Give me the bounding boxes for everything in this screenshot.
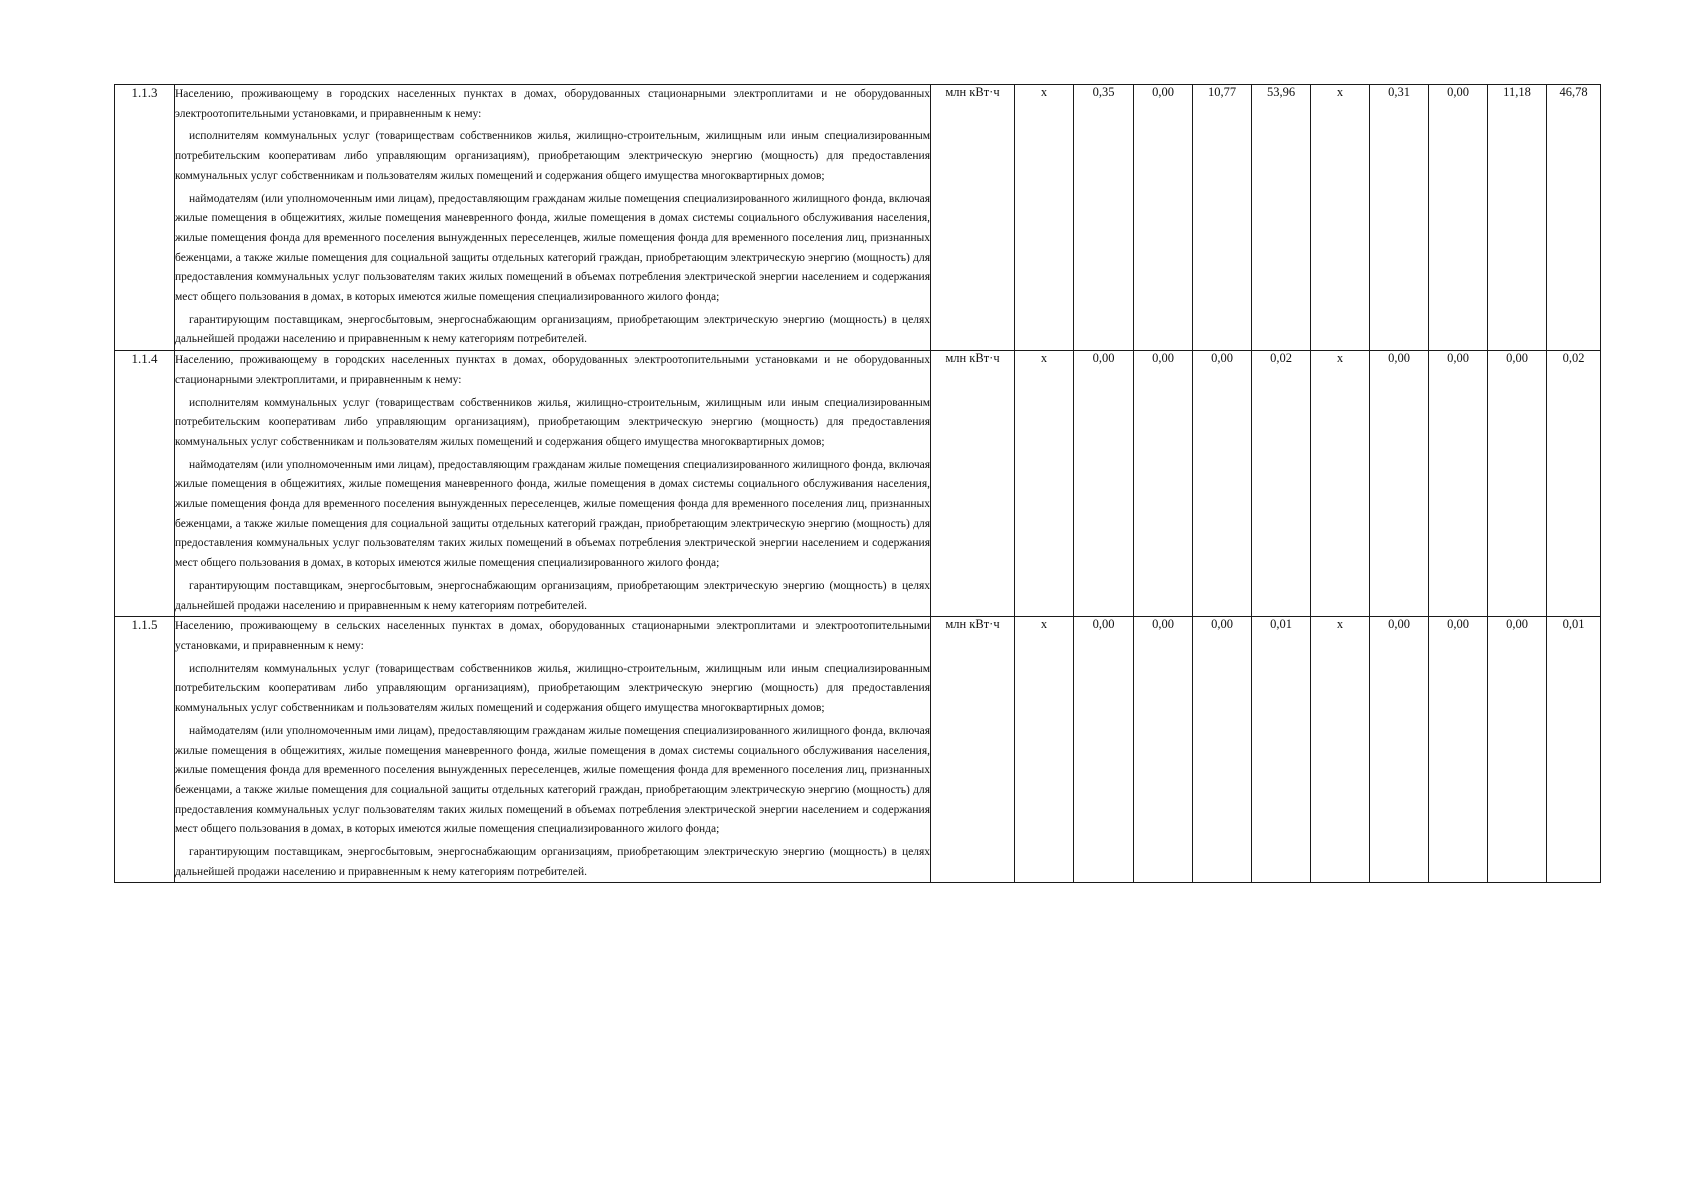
row-value: 0,00: [1074, 351, 1134, 617]
row-sub-text-3: гарантирующим поставщикам, энергосбытовым, энергоснабжающим организациям, приобретающим электрическую энергию (мощность) в целях дальнейшей продажи населению и приравненным к нему категориям потребителей.: [175, 846, 930, 878]
row-value: 0,00: [1488, 617, 1547, 883]
row-value: 0,31: [1370, 85, 1429, 351]
row-value: 53,96: [1252, 85, 1311, 351]
row-value: 0,01: [1252, 617, 1311, 883]
row-value: х: [1311, 617, 1370, 883]
row-sub-text-2: наймодателям (или уполномоченным ими лицам), предоставляющим гражданам жилые помещения специализированного жилищного фонда, включая жилые помещения в общежитиях, жилые помещения маневренного фонда, жилые помещения в домах системы социального обслуживания населения, жилые помещения фонда для временного поселения вынужденных переселенцев, жилые помещения фонда для временного поселения лиц, признанных беженцами, а также жилые помещения для социальной защиты отдельных категорий граждан, приобретающим электрическую энергию (мощность) для предоставления коммунальных услуг пользователям таких жилых помещений в объемах потребления электрической энергии населением и содержания мест общего пользования в домах, в которых имеются жилые помещения специализированного жилого фонда;: [175, 724, 930, 836]
row-number: 1.1.4: [115, 351, 175, 617]
row-value: х: [1015, 617, 1074, 883]
row-sub-text-1: исполнителям коммунальных услуг (товариществам собственников жилья, жилищно-строительным, жилищным или иным специализированным потребительским кооперативам либо управляющим организациям), приобретающим электрическую энергию (мощность) для предоставления коммунальных услуг собственникам и пользователям жилых помещений и содержания общего имущества многоквартирных домов;: [175, 130, 930, 182]
row-description: [175, 351, 931, 617]
row-number: 1.1.3: [115, 85, 175, 351]
row-main-text: Населению, проживающему в городских населенных пунктах в домах, оборудованных стационарными электроплитами и не оборудованных электроотопительными установками, и приравненным к нему:: [175, 88, 930, 120]
row-unit: млн кВт·ч: [931, 351, 1015, 617]
row-value: х: [1311, 85, 1370, 351]
row-sub-text-3: гарантирующим поставщикам, энергосбытовым, энергоснабжающим организациям, приобретающим электрическую энергию (мощность) в целях дальнейшей продажи населению и приравненным к нему категориям потребителей.: [175, 579, 930, 612]
table-row: [115, 85, 1601, 351]
row-value: 0,00: [1134, 85, 1193, 351]
tariff-table: [114, 84, 1601, 883]
row-value: 0,00: [1429, 85, 1488, 351]
row-value: 0,02: [1252, 351, 1311, 617]
row-sub-text-3: гарантирующим поставщикам, энергосбытовым, энергоснабжающим организациям, приобретающим электрическую энергию (мощность) в целях дальнейшей продажи населению и приравненным к нему категориям потребителей.: [175, 313, 930, 346]
table-row: [115, 351, 1601, 617]
row-value: 0,00: [1134, 617, 1193, 883]
row-unit: млн кВт·ч: [931, 85, 1015, 351]
row-description: [175, 617, 931, 883]
row-value: х: [1015, 351, 1074, 617]
row-value: 0,00: [1370, 617, 1429, 883]
row-value: 0,00: [1134, 351, 1193, 617]
row-value: 0,00: [1429, 351, 1488, 617]
row-sub-text-2: наймодателям (или уполномоченным ими лицам), предоставляющим гражданам жилые помещения специализированного жилищного фонда, включая жилые помещения в общежитиях, жилые помещения маневренного фонда, жилые помещения в домах системы социального обслуживания населения, жилые помещения фонда для временного поселения вынужденных переселенцев, жилые помещения фонда для временного поселения лиц, признанных беженцами, а также жилые помещения для социальной защиты отдельных категорий граждан, приобретающим электрическую энергию (мощность) для предоставления коммунальных услуг пользователям таких жилых помещений в объемах потребления электрической энергии населением и содержания мест общего пользования в домах, в которых имеются жилые помещения специализированного жилого фонда;: [175, 192, 930, 304]
row-value: 0,00: [1429, 617, 1488, 883]
row-value: х: [1311, 351, 1370, 617]
row-sub-text-2: наймодателям (или уполномоченным ими лицам), предоставляющим гражданам жилые помещения специализированного жилищного фонда, включая жилые помещения в общежитиях, жилые помещения маневренного фонда, жилые помещения в домах системы социального обслуживания населения, жилые помещения фонда для временного поселения вынужденных переселенцев, жилые помещения фонда для временного поселения лиц, признанных беженцами, а также жилые помещения для социальной защиты отдельных категорий граждан, приобретающим электрическую энергию (мощность) для предоставления коммунальных услуг пользователям таких жилых помещений в объемах потребления электрической энергии населением и содержания мест общего пользования в домах, в которых имеются жилые помещения специализированного жилого фонда;: [175, 458, 930, 570]
row-value: 0,00: [1370, 351, 1429, 617]
row-value: 11,18: [1488, 85, 1547, 351]
row-value: 0,01: [1547, 617, 1601, 883]
row-value: 10,77: [1193, 85, 1252, 351]
row-value: 0,00: [1488, 351, 1547, 617]
table-row: [115, 617, 1601, 883]
row-unit: млн кВт·ч: [931, 617, 1015, 883]
row-sub-text-1: исполнителям коммунальных услуг (товариществам собственников жилья, жилищно-строительным, жилищным или иным специализированным потребительским кооперативам либо управляющим организациям), приобретающим электрическую энергию (мощность) для предоставления коммунальных услуг собственникам и пользователям жилых помещений и содержания общего имущества многоквартирных домов;: [175, 396, 930, 448]
row-value: 0,00: [1193, 351, 1252, 617]
row-main-text: Населению, проживающему в сельских населенных пунктах в домах, оборудованных стационарными электроплитами и электроотопительными установками, и приравненным к нему:: [175, 620, 930, 652]
row-value: 46,78: [1547, 85, 1601, 351]
row-value: 0,00: [1193, 617, 1252, 883]
row-value: х: [1015, 85, 1074, 351]
row-number: 1.1.5: [115, 617, 175, 883]
row-value: 0,00: [1074, 617, 1134, 883]
row-sub-text-1: исполнителям коммунальных услуг (товариществам собственников жилья, жилищно-строительным, жилищным или иным специализированным потребительским кооперативам либо управляющим организациям), приобретающим электрическую энергию (мощность) для предоставления коммунальных услуг собственникам и пользователям жилых помещений и содержания общего имущества многоквартирных домов;: [175, 662, 930, 715]
table-body: [115, 85, 1601, 883]
row-value: 0,35: [1074, 85, 1134, 351]
row-main-text: Населению, проживающему в городских населенных пунктах в домах, оборудованных электроотопительными установками и не оборудованных стационарными электроплитами, и приравненным к нему:: [175, 354, 930, 386]
row-value: 0,02: [1547, 351, 1601, 617]
row-description: [175, 85, 931, 351]
